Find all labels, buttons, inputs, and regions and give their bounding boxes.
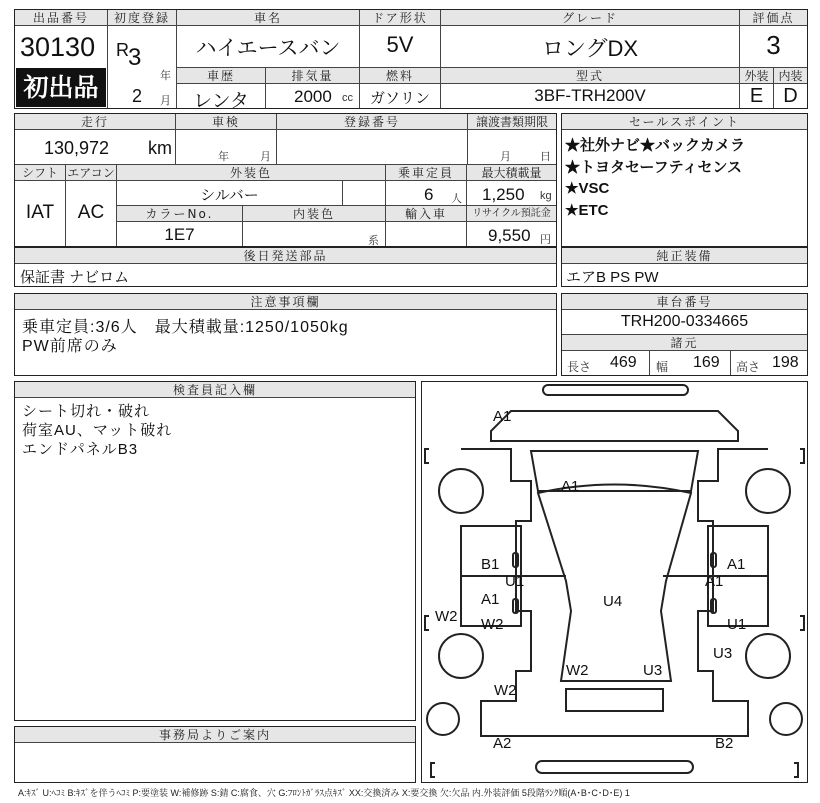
model: 3BF-TRH200V bbox=[534, 86, 646, 105]
front-bumper-shape bbox=[543, 385, 688, 395]
fuel: ガソリン bbox=[369, 90, 430, 107]
capacity-unit: 人 bbox=[451, 193, 462, 205]
mileage: 130,972 bbox=[44, 138, 110, 158]
shift: IAT bbox=[25, 202, 55, 223]
mark-left-w2-bottom: W2 bbox=[494, 682, 517, 699]
notes-line-1: 乗車定員:3/6人 最大積載量:1250/1050kg bbox=[22, 319, 349, 336]
mileage-label: 走行 bbox=[15, 114, 175, 130]
first-badge-text: 初出品 bbox=[23, 73, 99, 102]
later-parts-label: 後日発送部品 bbox=[15, 248, 556, 264]
sales-point-3: ★VSC bbox=[565, 180, 610, 197]
mileage-unit: km bbox=[148, 138, 172, 158]
height: 198 bbox=[772, 354, 799, 371]
later-parts-value: 保証書 ナビロム bbox=[20, 269, 130, 286]
length-label: 長さ bbox=[567, 360, 592, 374]
month-unit: 月 bbox=[160, 95, 171, 107]
width: 169 bbox=[693, 354, 720, 371]
rear-gate-window-shape bbox=[566, 689, 663, 711]
fuel-label: 燃料 bbox=[360, 68, 440, 84]
shift-label: シフト bbox=[15, 165, 65, 181]
ext-score: E bbox=[749, 85, 764, 107]
recycle: 9,550 bbox=[488, 226, 531, 245]
model-label: 型式 bbox=[441, 68, 739, 84]
displacement: 2000 bbox=[294, 87, 332, 106]
mark-left-b1: B1 bbox=[481, 556, 500, 573]
wheel-front-right-shape bbox=[746, 469, 790, 513]
ext-color-label: 外装色 bbox=[117, 165, 385, 181]
ext-score-label: 外装 bbox=[740, 68, 773, 84]
insp-month-unit: 月 bbox=[260, 151, 271, 163]
notes-label: 注意事項欄 bbox=[15, 294, 556, 310]
color-no: 1E7 bbox=[164, 225, 195, 244]
int-color-label: 内装色 bbox=[243, 206, 385, 222]
year-unit: 年 bbox=[160, 70, 171, 82]
displacement-label: 排気量 bbox=[266, 68, 359, 84]
roof-shape bbox=[538, 485, 691, 682]
door-label: ドア形状 bbox=[360, 10, 440, 26]
mark-left-u1: U1 bbox=[505, 573, 525, 590]
int-score-label: 内装 bbox=[774, 68, 807, 84]
wheel-front-left-shape bbox=[439, 469, 483, 513]
transfer-day-unit: 日 bbox=[540, 151, 551, 163]
car-name: ハイエースバン bbox=[195, 37, 341, 60]
mark-right-a1-upper: A1 bbox=[727, 556, 746, 573]
capacity-label: 乗車定員 bbox=[386, 165, 466, 181]
sales-point-1: ★社外ナビ★バックカメラ bbox=[565, 137, 746, 154]
mark-right-u1: U1 bbox=[727, 616, 747, 633]
wheel-rear-right-shape bbox=[746, 634, 790, 678]
inspector-line-1: シート切れ・破れ bbox=[22, 403, 151, 420]
inspector-label: 検査員記入欄 bbox=[15, 382, 415, 398]
ac-label: エアコン bbox=[67, 166, 115, 180]
max-load-unit: kg bbox=[540, 190, 552, 202]
mark-rear-w2: W2 bbox=[566, 662, 589, 679]
spare-right-shape bbox=[770, 703, 802, 735]
first-reg-month: 2 bbox=[132, 86, 143, 106]
first-listing-badge bbox=[16, 68, 106, 107]
car-name-label: 車名 bbox=[177, 10, 359, 26]
sales-point-2: ★トヨタセーフティセンス bbox=[565, 159, 743, 176]
height-label: 高さ bbox=[736, 360, 761, 374]
history-label: 車歴 bbox=[177, 68, 265, 84]
width-label: 幅 bbox=[656, 360, 669, 374]
max-load-label: 最大積載量 bbox=[467, 165, 556, 181]
int-color-suffix: 系 bbox=[368, 235, 379, 247]
mark-rear-u3: U3 bbox=[643, 662, 663, 679]
insp-year-unit: 年 bbox=[218, 151, 229, 163]
grade: ロングDX bbox=[541, 36, 639, 61]
dims-label: 諸元 bbox=[562, 335, 807, 351]
int-score: D bbox=[783, 85, 798, 107]
color-no-label: カラーNo. bbox=[117, 206, 242, 222]
displacement-unit: cc bbox=[342, 92, 353, 104]
mark-rear-a2: A2 bbox=[493, 735, 512, 752]
office-label: 事務局よりご案内 bbox=[15, 727, 415, 743]
genuine-equipment-label: 純正装備 bbox=[562, 248, 807, 264]
inspector-line-3: エンドパネルB3 bbox=[22, 441, 139, 458]
mark-roof-u4: U4 bbox=[603, 593, 623, 610]
mark-rear-b2: B2 bbox=[715, 735, 734, 752]
import-label: 輸入車 bbox=[386, 206, 466, 222]
notes-line-2: PW前席のみ bbox=[22, 338, 118, 355]
lot-no-label: 出品番号 bbox=[15, 10, 107, 26]
grade-label: グレード bbox=[441, 10, 739, 26]
spare-left-shape bbox=[427, 703, 459, 735]
max-load: 1,250 bbox=[482, 185, 525, 204]
chassis-no: TRH200-0334665 bbox=[620, 313, 749, 330]
first-reg-label: 初度登録 bbox=[108, 10, 176, 26]
transfer-month-unit: 月 bbox=[500, 151, 511, 163]
lot-no: 30130 bbox=[20, 32, 96, 62]
sales-points-label: セールスポイント bbox=[562, 114, 807, 130]
legend: A:ｷｽﾞ U:ﾍｺﾐ B:ｷｽﾞを伴うﾍｺﾐ P:要塗装 W:補修跡 S:錆 C:腐食、穴 G:ﾌﾛﾝﾄｶﾞﾗｽ点ｷｽﾞ XX:交換済み X:要交換 欠:欠品 内.外装評価 5段階ﾗﾝｸ順(A･B･C･D･E) 1 bbox=[18, 788, 630, 798]
ac: AC bbox=[77, 202, 105, 223]
mark-windshield-a1: A1 bbox=[561, 478, 580, 495]
history: レンタ bbox=[193, 91, 249, 112]
reg-no-label: 登録番号 bbox=[277, 114, 467, 130]
door: 5V bbox=[386, 32, 414, 57]
front-panel-shape bbox=[491, 411, 738, 441]
score: 3 bbox=[766, 30, 781, 60]
sales-point-4: ★ETC bbox=[565, 202, 609, 219]
mark-right-a1-lower: A1 bbox=[705, 573, 724, 590]
genuine-equipment-value: エアB PS PW bbox=[566, 269, 659, 286]
inspector-line-2: 荷室AU、マット破れ bbox=[22, 422, 173, 439]
mark-left-a1: A1 bbox=[481, 591, 500, 608]
transfer-label: 譲渡書類期限 bbox=[468, 114, 556, 130]
score-label: 評価点 bbox=[740, 10, 807, 26]
first-reg-year: 3 bbox=[128, 44, 142, 71]
mark-left-w2-upper: W2 bbox=[481, 616, 504, 633]
recycle-label: リサイクル預託金 bbox=[467, 206, 556, 222]
length: 469 bbox=[610, 354, 637, 371]
era: R bbox=[116, 40, 129, 60]
car-diagram bbox=[421, 381, 808, 783]
inspection-label: 車検 bbox=[176, 114, 276, 130]
mark-front-a1: A1 bbox=[493, 408, 512, 425]
mark-left-w2-lower: W2 bbox=[435, 608, 458, 625]
recycle-unit: 円 bbox=[540, 234, 551, 246]
capacity: 6 bbox=[424, 185, 434, 204]
ext-color: シルバー bbox=[200, 187, 259, 204]
mark-right-u3: U3 bbox=[713, 645, 733, 662]
rear-bumper-shape bbox=[536, 761, 693, 773]
chassis-label: 車台番号 bbox=[562, 294, 807, 310]
wheel-rear-left-shape bbox=[439, 634, 483, 678]
